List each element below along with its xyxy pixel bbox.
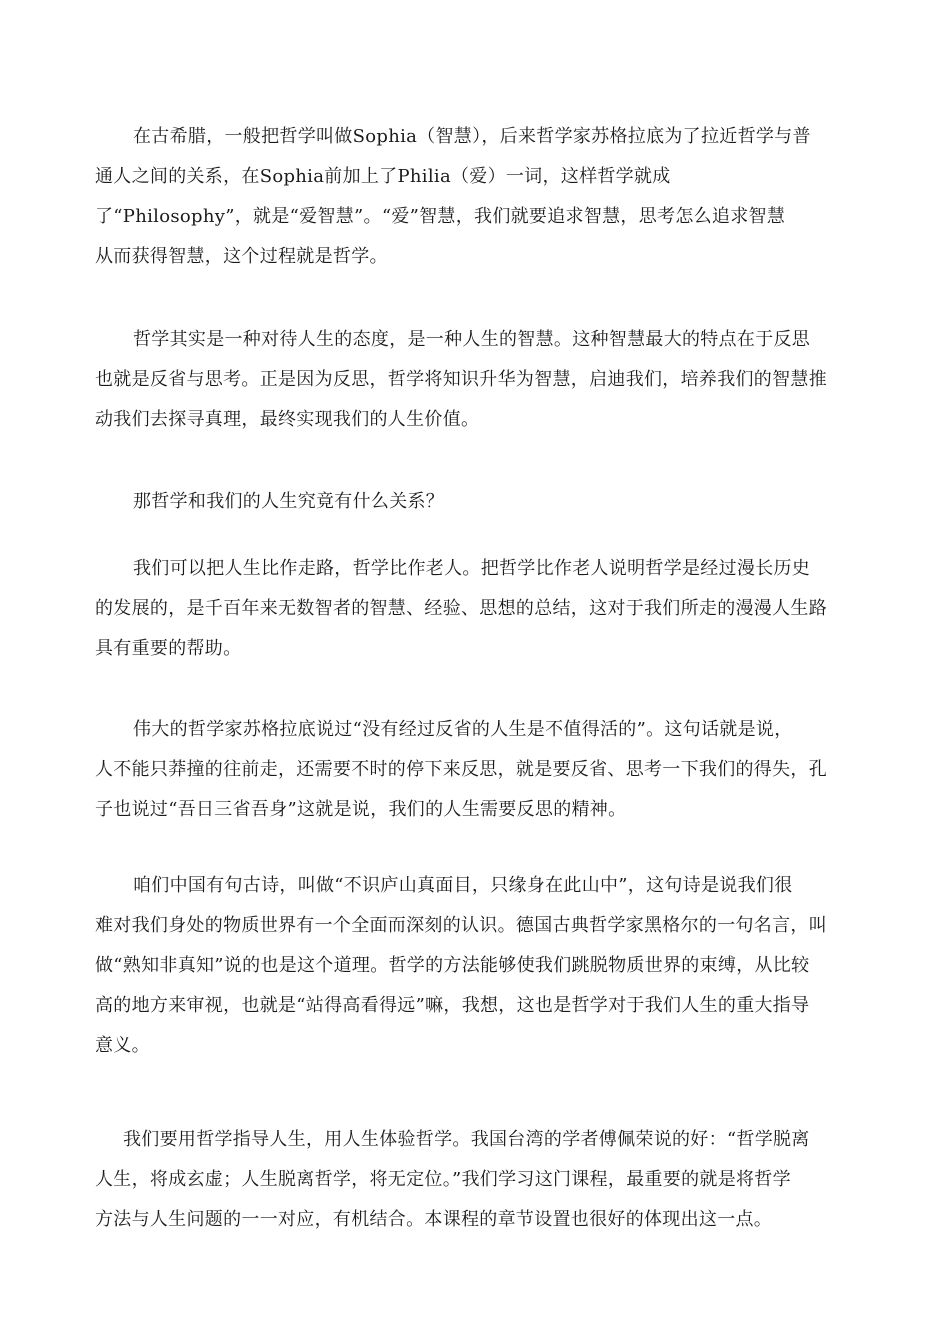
text-line: 那哲学和我们的人生究竟有什么关系？ — [133, 491, 445, 512]
text-line: 我们可以把人生比作走路，哲学比作老人。把哲学比作老人说明哲学是经过漫长历史 — [133, 558, 811, 579]
text-line: 伟大的哲学家苏格拉底说过“没有经过反省的人生是不值得活的”。这句话就是说， — [133, 719, 793, 740]
text-line: 高的地方来审视，也就是“站得高看得远”嘛，我想，这也是哲学对于我们人生的重大指导 — [95, 995, 810, 1016]
text-line: 的发展的，是千百年来无数智者的智慧、经验、思想的总结，这对于我们所走的漫漫人生路 — [95, 598, 827, 619]
text-line: 我们要用哲学指导人生，用人生体验哲学。我国台湾的学者傅佩荣说的好：“哲学脱离 — [123, 1129, 810, 1150]
paragraph-greek-origin — [95, 117, 865, 277]
text-line: 通人之间的关系，在Sophia前加上了Philia（爱）一词，这样哲学就成 — [95, 166, 671, 187]
text-line: 子也说过“吾日三省吾身”这就是说，我们的人生需要反思的精神。 — [95, 799, 627, 820]
paragraph-socrates — [95, 710, 865, 830]
text-line: 方法与人生问题的一一对应，有机结合。本课程的章节设置也很好的体现出这一点。 — [95, 1209, 773, 1230]
text-line: 也就是反省与思考。正是因为反思，哲学将知识升华为智慧，启迪我们，培养我们的智慧推 — [95, 369, 827, 390]
text-line: 从而获得智慧，这个过程就是哲学。 — [95, 246, 388, 267]
paragraph-course-guidance — [95, 1120, 865, 1240]
text-line: 了“Philosophy”，就是“爱智慧”。“爱”智慧，我们就要追求智慧，思考怎么追求智慧 — [95, 206, 786, 227]
text-line: 做“熟知非真知”说的也是这个道理。哲学的方法能够使我们跳脱物质世界的束缚，从比较 — [95, 955, 810, 976]
text-line: 在古希腊，一般把哲学叫做Sophia（智慧），后来哲学家苏格拉底为了拉近哲学与普 — [133, 126, 811, 147]
text-line: 人生，将成玄虚；人生脱离哲学，将无定位。”我们学习这门课程，最重要的就是将哲学 — [95, 1169, 791, 1190]
paragraph-lushan-poem — [95, 866, 865, 1066]
text-line: 意义。 — [95, 1035, 150, 1056]
text-line: 人不能只莽撞的往前走，还需要不时的停下来反思，就是要反省、思考一下我们的得失，孔 — [95, 759, 827, 780]
text-line: 具有重要的帮助。 — [95, 638, 242, 659]
paragraph-attitude — [95, 320, 865, 440]
text-line: 咱们中国有句古诗，叫做“不识庐山真面目，只缘身在此山中”，这句诗是说我们很 — [133, 875, 793, 896]
text-line: 动我们去探寻真理，最终实现我们的人生价值。 — [95, 409, 480, 430]
paragraph-walking-metaphor — [95, 549, 865, 669]
text-line: 难对我们身处的物质世界有一个全面而深刻的认识。德国古典哲学家黑格尔的一句名言，叫 — [95, 915, 827, 936]
text-line: 哲学其实是一种对待人生的态度，是一种人生的智慧。这种智慧最大的特点在于反思 — [133, 329, 811, 350]
paragraph-question — [95, 482, 865, 522]
